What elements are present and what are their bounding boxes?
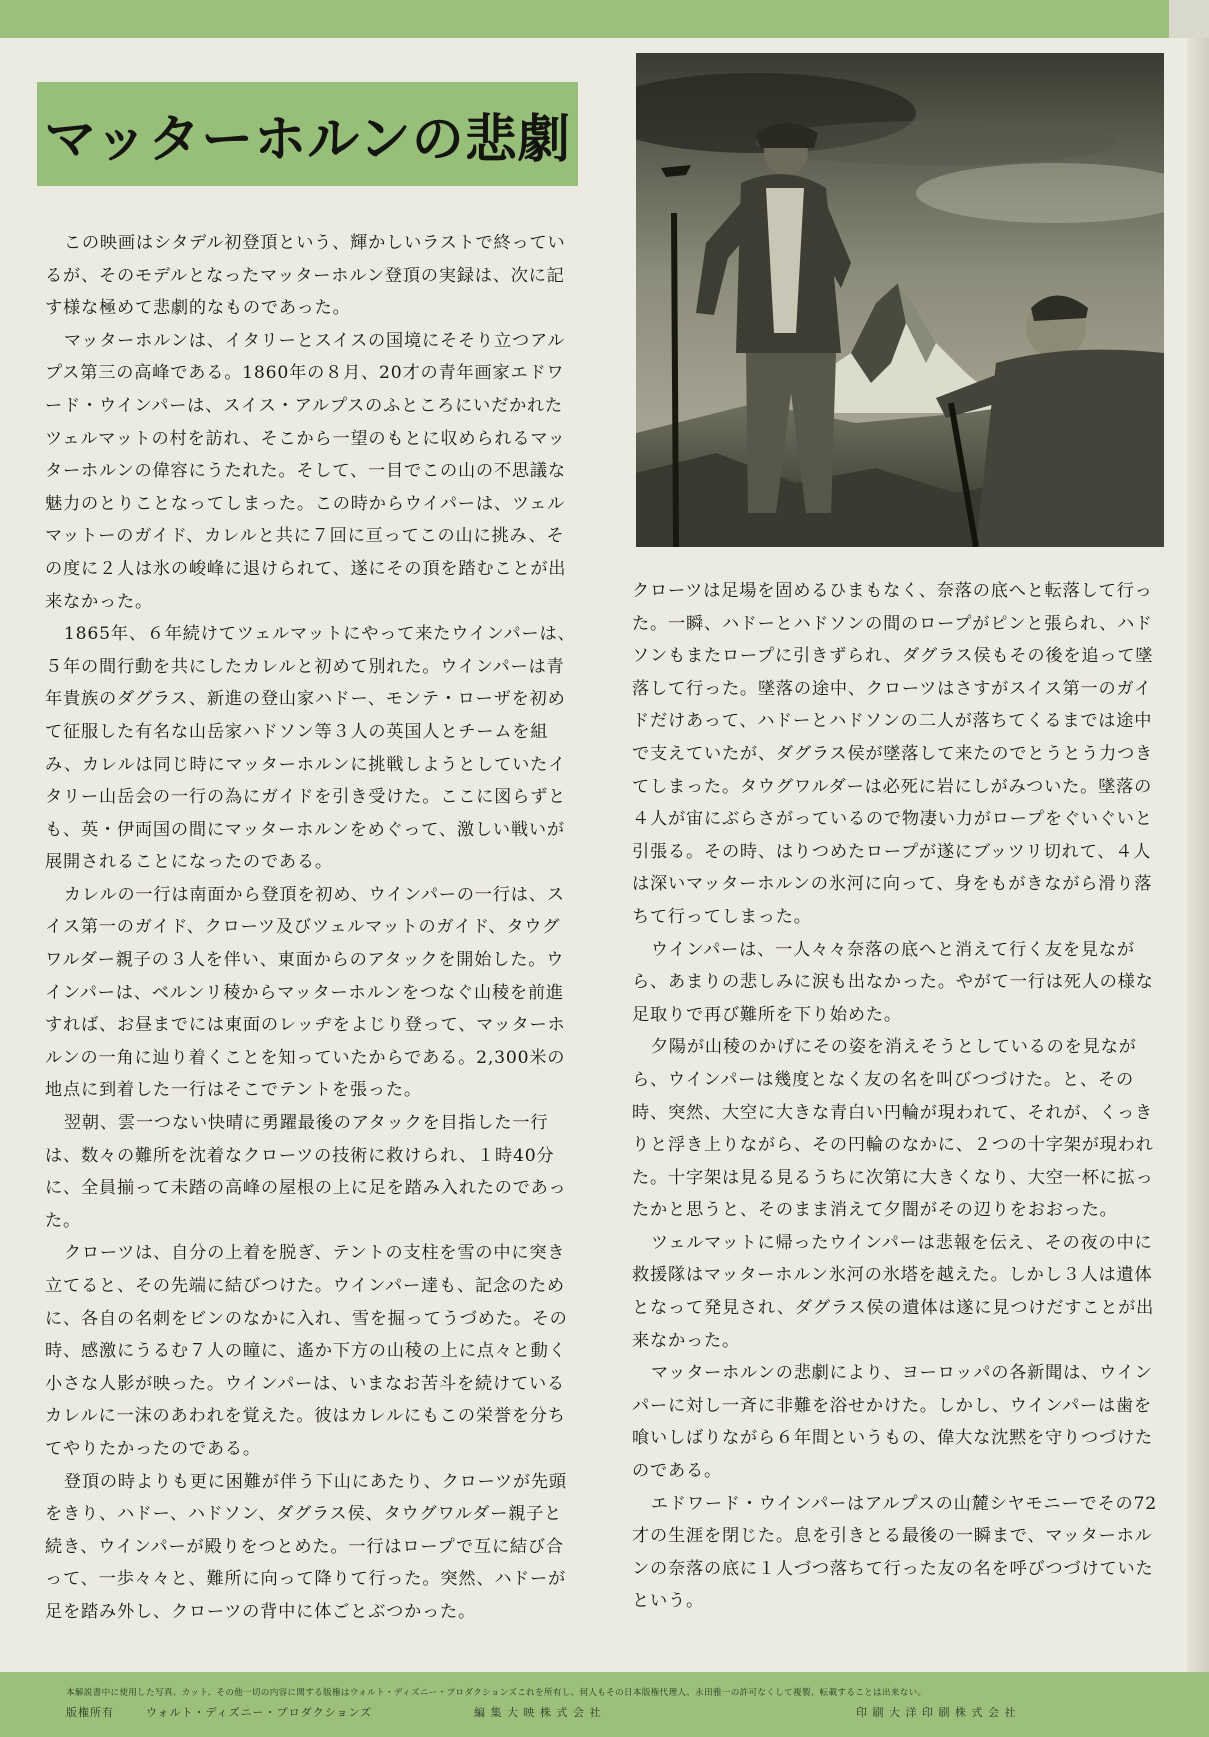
left-paragraph: クローツは、自分の上着を脱ぎ、テントの支柱を雪の中に突き立てると、その先端に結びつけた。ウインパー達も、記念のために、各自の名刺をビンのなかに入れ、雪を掘ってうづめた。その時、感激にうるむ７人の瞳に、遙か下方の山稜の上に点々と動く小さな人影が映った。ウインパーは、いまなお苦斗を続けているカレルに一沫のあわれを覚えた。彼はカレルにもこの栄誉を分ちてやりたかったのである。	[45, 1243, 568, 1459]
copyright-holder: ウォルト・ディズニー・プロダクションズ	[146, 1706, 373, 1719]
right-paragraph: 夕陽が山稜のかげにその姿を消えそうとしているのを見ながら、ウインパーは幾度となく友の名を叫びつづけた。と、その時、突然、大空に大きな青白い円輪が現われて、それが、くっきりと浮き上りながら、その円輪のなかに、２つの十字架が現われた。十字架は見る見るうちに次第に大きくなり、大空一杯に拡ったかと思うと、そのまま消えて夕闇がその辺りをおおった。	[632, 1037, 1154, 1221]
page-title: マッターホルンの悲劇	[44, 109, 571, 170]
right-text-column	[632, 575, 1160, 1618]
left-paragraph: 登頂の時よりも更に困難が伴う下山にあたり、クローツが先頭をきり、ハドー、ハドソン、ダグラス侯、タウグワルダー親子と続き、ウインパーが殿りをつとめた。一行はロープで互に結び合って、一歩々々と、難所に向って降りて行った。突然、ハドーが足を踏み外し、クローツの背中に体ごとぶつかった。	[45, 1471, 567, 1622]
left-text-column	[45, 227, 577, 1629]
right-paragraph: マッターホルンの悲劇により、ヨーロッパの各新聞は、ウインパーに対し一斉に非難を浴せかけた。しかし、ウインパーは歯を喰いしばりながら６年間というもの、偉大な沈黙を守りつづけたのである。	[632, 1363, 1153, 1482]
printer-credit: 印 刷 大 洋 印 刷 株 式 会 社	[856, 1706, 1017, 1719]
right-paragraph: ツェルマットに帰ったウインパーは悲報を伝え、その夜の中に救援隊はマッターホルン氷河の氷塔を越えた。しかし３人は遺体となって発見され、ダグラス侯の遺体は遂に見つけだすことが出来なかった。	[632, 1232, 1155, 1351]
colophon-footer	[66, 1686, 1176, 1718]
photo-illustration	[636, 53, 1164, 547]
right-paragraph: ウインパーは、一人々々奈落の底へと消えて行く友を見ながら、あまりの悲しみに涙も出なかった。やがて一行は死人の様な足取りで再び難所を下り始めた。	[632, 939, 1154, 1025]
right-paragraph-continued: クローツは足場を固めるひまもなく、奈落の底へと転落して行った。一瞬、ハドーとハドソンの間のロープがピンと張られ、ハドソンもまたロープに引きずられ、ダグラス侯もその後を追って墜落して行った。墜落の途中、クローツはさすがスイス第一のガイドだけあって、ハドーとハドソンの二人が落ちてくるまでは途中で支えていたが、ダグラス侯が墜落して来たのでとうとう力つきてしまった。タウグワルダーは必死に岩にしがみついた。墜落の４人が宙にぶらさがっているので物凄い力がロープをぐいぐいと引張る。その時、はりつめたロープが遂にブッツリ切れて、４人は深いマッターホルンの氷河に向って、身をもがきながら滑り落ちて行ってしまった。	[632, 581, 1154, 927]
right-paragraph: エドワード・ウインパーはアルプスの山麓シヤモニーでその72才の生涯を閉じた。息を引きとる最後の一瞬まで、マッターホルンの奈落の底に１人づつ落ちて行った友の名を呼びつづけていたという。	[632, 1493, 1157, 1612]
left-paragraph: 1865年、６年続けてツェルマットにやって来たウインパーは、５年の間行動を共にしたカレルと初めて別れた。ウインパーは青年貴族のダグラス、新進の登山家ハドー、モンテ・ローザを初めて征服した有名な山岳家ハドソン等３人の英国人とチームを組み、カレルは同じ時にマッターホルンに挑戦しようとしていたイタリー山岳会の一行の為にガイドを引き受けた。ここに図らずとも、英・伊両国の間にマッターホルンをめぐって、激しい戦いが展開されることになったのである。	[45, 624, 576, 873]
left-paragraph: マッターホルンは、イタリーとスイスの国境にそそり立つアルプス第三の高峰である。1860年の８月、20才の青年画家エドワード・ウインパーは、スイス・アルプスのふところにいだかれたツェルマットの村を訪れ、そこから一望のもとに収められるマッターホルンの偉容にうたれた。そして、一目でこの山の不思議な魅力のとりことなってしまった。この時からウイパーは、ツェルマットーのガイド、カレルと共に７回に亘ってこの山に挑み、その度に２人は氷の峻峰に退けられて、遂にその頂を踏むことが出来なかった。	[45, 330, 567, 612]
editor-credit: 編 集 大 映 株 式 会 社	[474, 1706, 602, 1719]
left-paragraph: この映画はシタデル初登頂という、輝かしいラストで終っているが、そのモデルとなったマッターホルン登頂の実録は、次に記す様な極めて悲劇的なものであった。	[45, 233, 566, 319]
title-box	[37, 82, 578, 186]
copyright-label: 版権所有	[66, 1706, 114, 1719]
colophon-row	[66, 1704, 1176, 1718]
left-paragraph: カレルの一行は南面から登頂を初め、ウインパーの一行は、スイス第一のガイド、クローツ及びツェルマットのガイド、タウグワルダー親子の３人を伴い、東面からのアタックを開始した。ウインパーは、ベルンリ稜からマッターホルンをつなぐ山稜を前進すれば、お昼までには東面のレッヂをよじり登って、マッターホルンの一角に辿り着くことを知っていたからである。2,300米の地点に到着した一行はそこでテントを張った。	[45, 884, 566, 1101]
left-paragraph: 翌朝、雲一つない快晴に勇躍最後のアタックを目指した一行は、数々の難所を沈着なクローツの技術に救けられ、１時40分に、全員揃って未踏の高峰の屋根の上に足を踏み入れたのであった。	[45, 1113, 567, 1231]
copyright-notice: 本解説書中に使用した写真、カット、その他一切の内容に関する版権はウォルト・ディズニー・プロダクションズこれを所有し、何人もその日本版権代理人、永田雅一の許可なくして複製、転載することは出来ない。	[66, 1688, 927, 1698]
paper-edge-shadow	[1187, 38, 1209, 1672]
matterhorn-climbers-photo	[636, 53, 1164, 547]
top-green-band	[0, 0, 1209, 38]
